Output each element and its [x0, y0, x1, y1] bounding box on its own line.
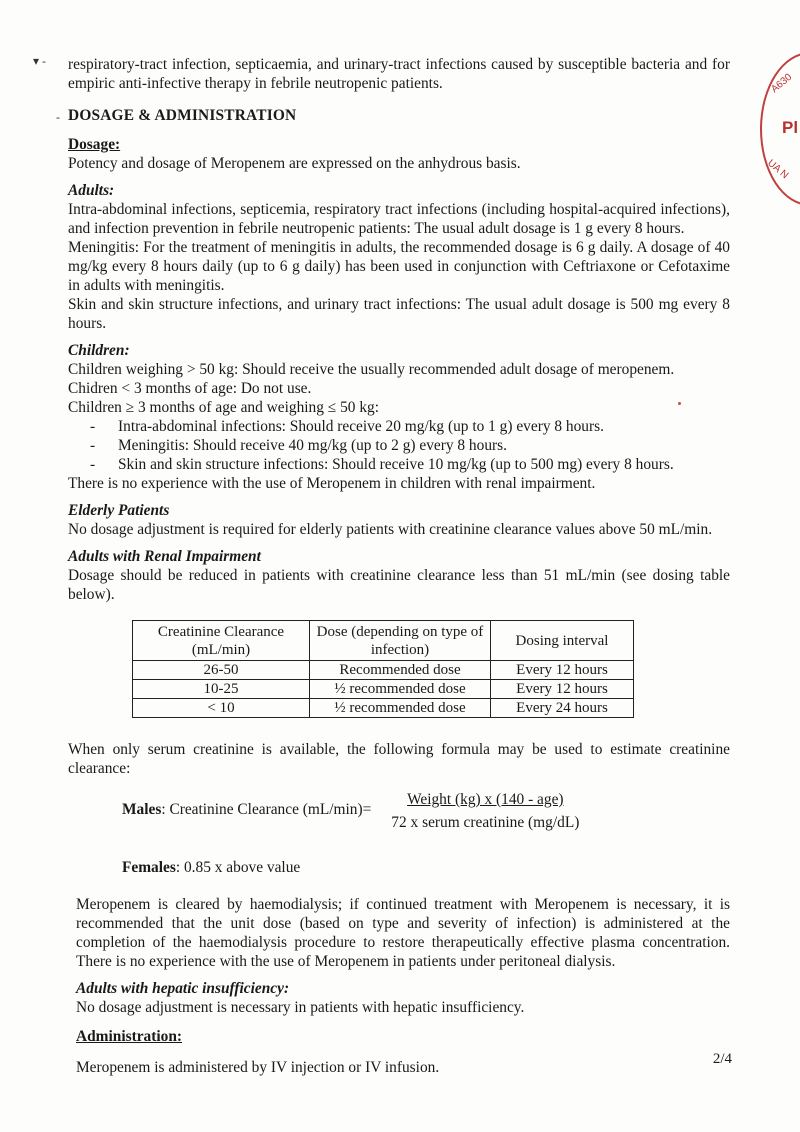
- children-line-3: Children ≥ 3 months of age and weighing ≤ 50 kg:: [68, 399, 379, 416]
- table-row: [133, 661, 634, 680]
- hepatic-heading: Adults with hepatic insufficiency:: [76, 980, 290, 997]
- administration-text: Meropenem is administered by IV injection or IV infusion.: [76, 1059, 440, 1076]
- administration-heading: Administration:: [76, 1028, 183, 1045]
- table-cell: Every 12 hours: [491, 680, 634, 699]
- document-body: [68, 55, 730, 1077]
- table-cell: 26-50: [133, 661, 310, 680]
- table-cell: ½ recommended dose: [310, 680, 491, 699]
- page-number: 2/4: [712, 1051, 732, 1067]
- females-label: Females: [122, 859, 176, 876]
- table-cell: < 10: [133, 699, 310, 718]
- males-label: Males: [122, 800, 162, 818]
- renal-text: Dosage should be reduced in patients with creatinine clearance less than 51 mL/min (see dosing table below).: [68, 567, 730, 603]
- official-stamp: A630 Pl UA N: [760, 52, 800, 206]
- section-title: DOSAGE & ADMINISTRATION: [68, 107, 297, 124]
- hepatic-text: No dosage adjustment is necessary in patients with hepatic insufficiency.: [76, 999, 525, 1016]
- adults-paragraph-2: Meningitis: For the treatment of meningitis in adults, the recommended dosage is 6 g daily. A dosage of 40 mg/kg every 8 hours daily (up to 6 g daily) has been used in conjunction with Ceftriaxone or Cefotaxime in adults with meningitis.: [68, 239, 730, 294]
- table-cell: Recommended dose: [310, 661, 491, 680]
- males-formula: [122, 790, 730, 832]
- children-line-1: Children weighing > 50 kg: Should receive the usually recommended adult dosage of meropenem.: [68, 361, 675, 378]
- elderly-text: No dosage adjustment is required for elderly patients with creatinine clearance values above 50 mL/min.: [68, 521, 713, 538]
- renal-heading: Adults with Renal Impairment: [68, 548, 261, 565]
- adults-paragraph-1: Intra-abdominal infections, septicemia, respiratory tract infections (including hospital-acquired infections), and infection prevention in febrile neutropenic patients: The usual adult dosage is 1 g every 8 hours.: [68, 201, 730, 237]
- table-header-row: [133, 621, 634, 661]
- adults-paragraph-3: Skin and skin structure infections, and urinary tract infections: The usual adult dosage is 500 mg every 8 hours.: [68, 296, 730, 332]
- table-cell: Every 12 hours: [491, 661, 634, 680]
- formula-fraction: [391, 790, 579, 832]
- children-dose-list: [68, 417, 730, 474]
- table-header-cell: Dose (depending on type of infection): [310, 621, 491, 661]
- table-cell: ½ recommended dose: [310, 699, 491, 718]
- table-cell: Every 24 hours: [491, 699, 634, 718]
- list-item: - Meningitis: Should receive 40 mg/kg (up to 2 g) every 8 hours.: [90, 436, 730, 455]
- intro-paragraph: respiratory-tract infection, septicaemia, and urinary-tract infections caused by susceptible bacteria and for empiric anti-infective therapy in febrile neutropenic patients.: [68, 56, 730, 92]
- males-formula-lhs: : Creatinine Clearance (mL/min)=: [161, 800, 372, 818]
- table-header-cell: Creatinine Clearance (mL/min): [133, 621, 310, 661]
- dialysis-paragraph: Meropenem is cleared by haemodialysis; if continued treatment with Meropenem is necessary, it is recommended that the unit dose (based on type and severity of infection) is administered at the completion of the haemodialysis procedure to restore therapeutically effective plasma concentration. There is no experience with the use of Meropenem in patients under peritoneal dialysis.: [76, 896, 730, 970]
- formula-numerator: Weight (kg) x (140 - age): [407, 791, 564, 808]
- females-formula: [122, 858, 730, 877]
- table-cell: 10-25: [133, 680, 310, 699]
- children-heading: Children:: [68, 342, 130, 359]
- scan-mark: -: [56, 110, 60, 124]
- table-row: [133, 680, 634, 699]
- dosage-text: Potency and dosage of Meropenem are expressed on the anhydrous basis.: [68, 155, 521, 172]
- females-formula-text: : 0.85 x above value: [175, 859, 301, 876]
- elderly-heading: Elderly Patients: [68, 502, 170, 519]
- formula-denominator: 72 x serum creatinine (mg/dL): [391, 814, 580, 831]
- formula-intro: When only serum creatinine is available, the following formula may be used to estimate creatinine clearance:: [68, 741, 730, 777]
- renal-dosing-table: [132, 620, 634, 718]
- list-item: - Intra-abdominal infections: Should receive 20 mg/kg (up to 1 g) every 8 hours.: [90, 417, 730, 436]
- children-line-2: Chidren < 3 months of age: Do not use.: [68, 380, 312, 397]
- dosage-heading: Dosage:: [68, 136, 121, 153]
- list-item: - Skin and skin structure infections: Should receive 10 mg/kg (up to 500 mg) every 8 hours.: [90, 455, 730, 474]
- scan-mark: ▾ -: [33, 54, 47, 68]
- table-row: [133, 699, 634, 718]
- adults-heading: Adults:: [68, 182, 115, 199]
- children-line-4: There is no experience with the use of Meropenem in children with renal impairment.: [68, 475, 596, 492]
- table-header-cell: Dosing interval: [491, 621, 634, 661]
